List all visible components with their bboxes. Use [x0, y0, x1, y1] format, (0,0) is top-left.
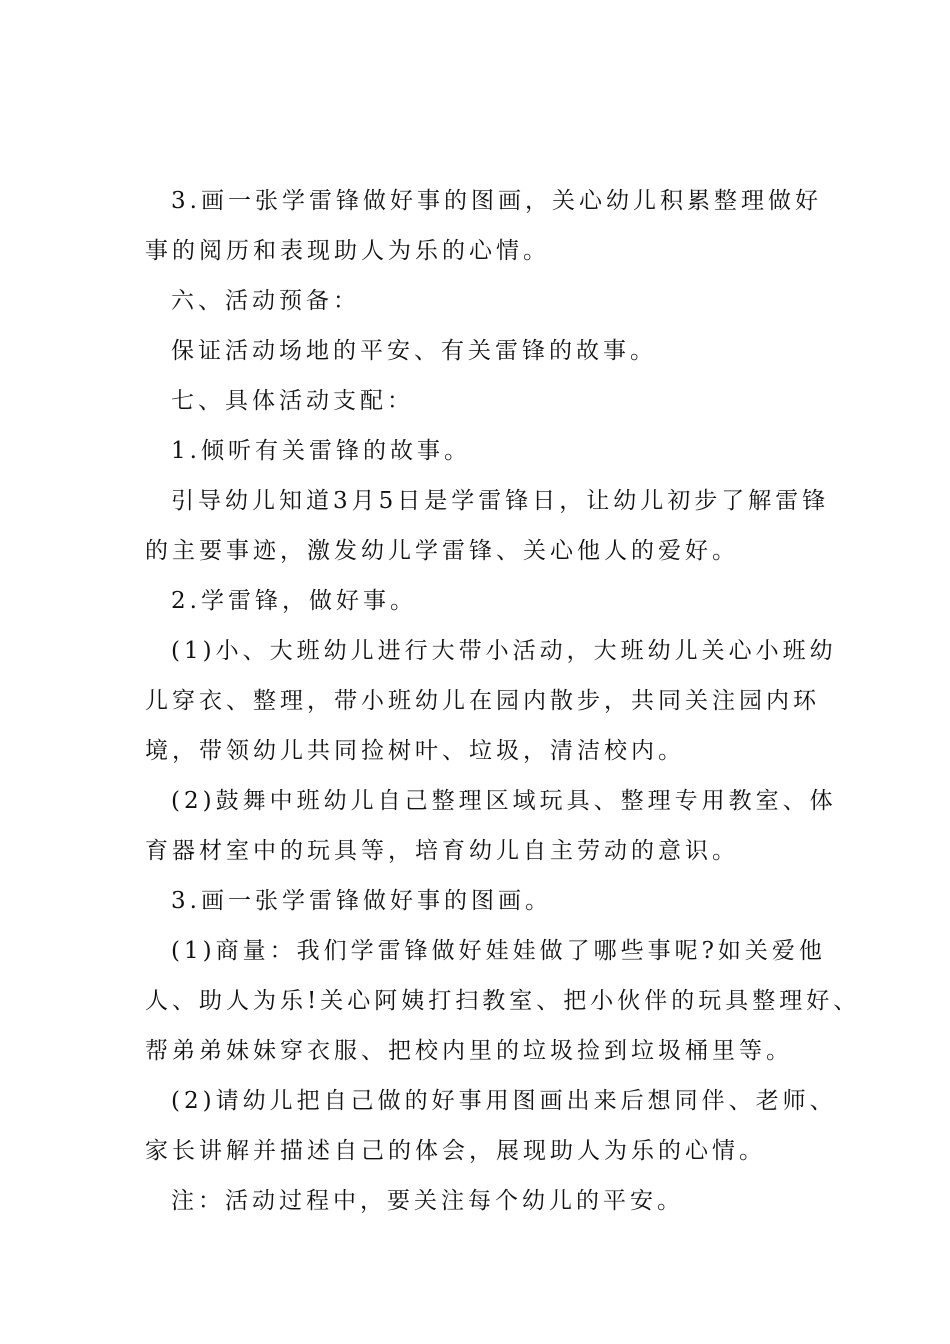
paragraph-line: 3.画一张学雷锋做好事的图画，关心幼儿积累整理做好: [171, 188, 822, 214]
paragraph-line: (1)商量：我们学雷锋做好娃娃做了哪些事呢?如关爱他: [171, 938, 826, 964]
paragraph-line: 3.画一张学雷锋做好事的图画。: [171, 888, 552, 914]
paragraph-line: 保证活动场地的平安、有关雷锋的故事。: [171, 338, 657, 364]
paragraph-line: 1.倾听有关雷锋的故事。: [171, 438, 471, 464]
paragraph-line: 事的阅历和表现助人为乐的心情。: [145, 238, 550, 264]
paragraph-line: 儿穿衣、整理，带小班幼儿在园内散步，共同关注园内环: [145, 688, 820, 714]
document-body: [145, 176, 861, 1226]
note-line: 注：活动过程中，要关注每个幼儿的平安。: [171, 1188, 684, 1214]
paragraph-line: 帮弟弟妹妹穿衣服、把校内里的垃圾捡到垃圾桶里等。: [145, 1038, 793, 1064]
paragraph-line: 人、助人为乐!关心阿姨打扫教室、把小伙伴的玩具整理好、: [145, 988, 861, 1014]
paragraph-line: (2)鼓舞中班幼儿自己整理区域玩具、整理专用教室、体: [171, 788, 837, 814]
paragraph-line: 境，带领幼儿共同捡树叶、垃圾，清洁校内。: [145, 738, 685, 764]
paragraph-line: 引导幼儿知道3月5日是学雷锋日，让幼儿初步了解雷锋: [171, 488, 830, 514]
paragraph-line: 家长讲解并描述自己的体会，展现助人为乐的心情。: [145, 1138, 766, 1164]
section-heading: 六、活动预备：: [171, 288, 360, 314]
paragraph-line: 的主要事迹，激发幼儿学雷锋、关心他人的爱好。: [145, 538, 739, 564]
paragraph-line: (2)请幼儿把自己做的好事用图画出来后想同伴、老师、: [171, 1088, 837, 1114]
paragraph-line: 2.学雷锋，做好事。: [171, 588, 417, 614]
paragraph-line: (1)小、大班幼儿进行大带小活动，大班幼儿关心小班幼: [171, 638, 837, 664]
section-heading: 七、具体活动支配：: [171, 388, 414, 414]
paragraph-line: 育器材室中的玩具等，培育幼儿自主劳动的意识。: [145, 838, 739, 864]
